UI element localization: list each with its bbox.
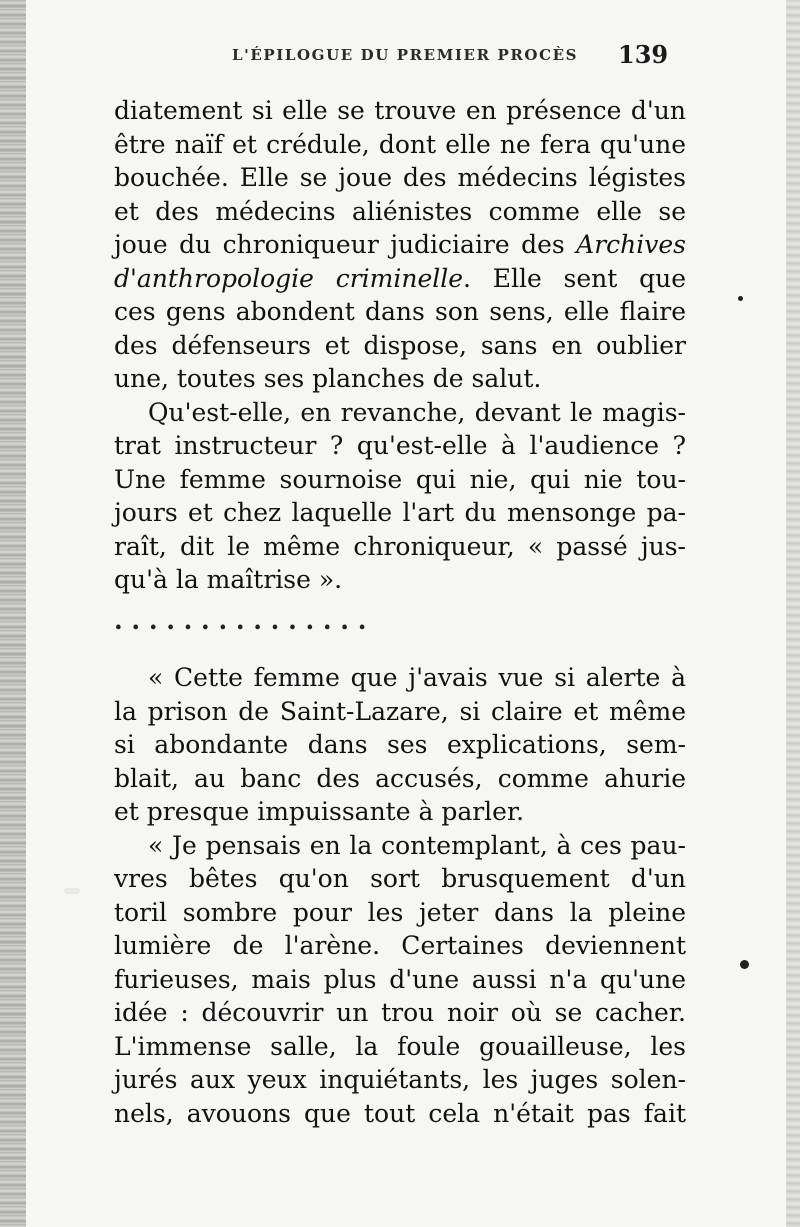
text-line: raît, dit le même chroniqueur, « passé jus- xyxy=(114,531,686,561)
text-line: toril sombre pour les jeter dans la pleine xyxy=(114,897,686,927)
text-line: qu'à la maîtrise ». xyxy=(114,565,343,594)
text-line: bouchée. Elle se joue des médecins légistes xyxy=(114,163,686,192)
text-block-top xyxy=(114,94,686,597)
text-line: furieuses, mais plus d'une aussi n'a qu'une xyxy=(114,964,686,994)
text-line: « Cette femme que j'avais vue si alerte à xyxy=(148,663,686,692)
text-line: jours et chez laquelle l'art du mensonge pa- xyxy=(114,498,686,527)
text-line: d'anthropologie criminelle. Elle sent que xyxy=(114,263,686,293)
ellipsis-separator: . . . . . . . . . . . . . . . xyxy=(114,606,367,635)
text-line: lumière de l'arène. Certaines deviennent xyxy=(114,931,686,960)
text-line: et des médecins aliénistes comme elle se xyxy=(114,196,686,226)
text-line: « Je pensais en la contemplant, à ces pau- xyxy=(148,830,686,860)
text-line: des défenseurs et dispose, sans en oublier xyxy=(114,330,686,360)
text-line: la prison de Saint-Lazare, si claire et même xyxy=(114,696,686,726)
scan-left-edge xyxy=(0,0,26,1227)
text-line: Qu'est-elle, en revanche, devant le magis- xyxy=(148,397,686,427)
italic-title: Archives xyxy=(576,230,686,259)
text-line: si abondante dans ses explications, sem- xyxy=(114,730,686,759)
text-line: vres bêtes qu'on sort brusquement d'un xyxy=(114,864,686,893)
text-line: et presque impuissante à parler. xyxy=(114,797,525,826)
text-line: être naïf et crédule, dont elle ne fera qu'une xyxy=(114,129,686,159)
italic-title: d'anthropologie criminelle xyxy=(114,263,464,293)
text-line: diatement si elle se trouve en présence d'un xyxy=(114,96,686,125)
ink-speck xyxy=(64,888,80,894)
text-line: idée : découvrir un trou noir où se cacher. xyxy=(114,998,686,1027)
text-line: blait, au banc des accusés, comme ahurie xyxy=(114,763,686,793)
text-line: jurés aux yeux inquiétants, les juges solen- xyxy=(114,1065,686,1094)
page-number: 139 xyxy=(618,40,669,69)
ink-speck xyxy=(738,296,743,301)
text-line: joue du chroniqueur judiciaire des Archives xyxy=(114,230,686,259)
text-line: ces gens abondent dans son sens, elle flaire xyxy=(114,297,686,326)
text-line: Une femme sournoise qui nie, qui nie tou- xyxy=(114,464,686,494)
text-line: une, toutes ses planches de salut. xyxy=(114,364,542,393)
scan-right-edge xyxy=(786,0,800,1227)
text-line: nels, avouons que tout cela n'était pas fait xyxy=(114,1098,686,1128)
running-header: L'ÉPILOGUE DU PREMIER PROCÈS xyxy=(232,46,579,64)
text-line: L'immense salle, la foule gouailleuse, les xyxy=(114,1031,686,1061)
text-block-bottom xyxy=(114,661,686,1130)
text-line: trat instructeur ? qu'est-elle à l'audience ? xyxy=(114,431,686,460)
ink-speck xyxy=(740,960,749,969)
